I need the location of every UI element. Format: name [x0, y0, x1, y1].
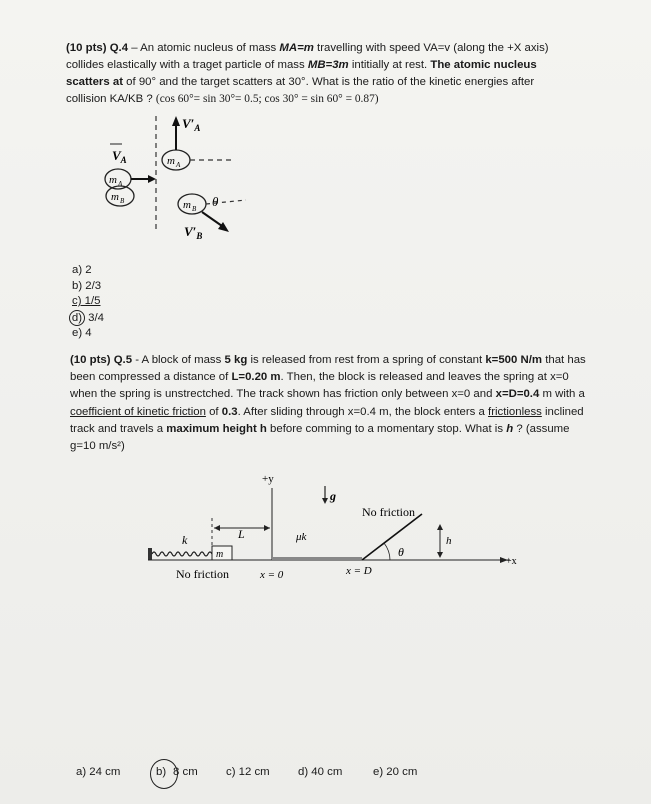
q5-h-label: h [446, 535, 452, 547]
q5-k: k=500 N/m [485, 354, 543, 366]
q4-choice-d-circle: d) [69, 310, 85, 326]
q5-h: h [506, 422, 514, 435]
q5-text-5: m with a [539, 388, 585, 401]
q5-mass: 5 kg [224, 354, 248, 366]
q5-L: L=0.20 m [231, 371, 281, 384]
q4-choice-d-value: 3/4 [88, 311, 105, 324]
q5-g-label: g [330, 489, 336, 503]
q4-vb-prime-label: $V'_B$ [184, 224, 203, 241]
q4-choice-c[interactable]: c) 1/5 [72, 295, 101, 308]
svg-text:B: B [192, 205, 197, 213]
q5-text-7: . After sliding through x=0.4 m, the block enters a [237, 405, 489, 418]
q5-max-h: maximum height h [166, 422, 267, 435]
q5-L-label: L [238, 527, 245, 541]
q5-answer-d[interactable]: d) 40 cm [298, 766, 343, 778]
q4-theta-label: θ [212, 194, 219, 209]
question-5-text [70, 352, 590, 455]
q5-track-diagram [140, 470, 530, 590]
q4-choice-b[interactable]: b) 2/3 [72, 279, 102, 292]
q4-va-prime-label: $V'_A$ [182, 116, 201, 133]
q4-choices [72, 263, 104, 342]
svg-text:m: m [183, 199, 191, 211]
q5-no-friction-top: No friction [362, 505, 415, 519]
q5-text-9: before comming to a momentary stop. What is [266, 422, 507, 435]
q5-k-label: k [182, 533, 188, 547]
svg-text:B: B [120, 197, 125, 205]
q5-mu: 0.3 [221, 405, 238, 418]
q5-xD-label: x = D [346, 565, 372, 577]
q4-text-1: – An atomic nucleus of mass [128, 42, 280, 54]
q5-text-3: that has been compressed a distance of [70, 354, 586, 384]
q5-mu-k-label: μk [296, 531, 307, 543]
q5-wall [148, 548, 152, 560]
q4-mass-a: MA=m [279, 42, 314, 54]
q5-coef-text: coefficient of kinetic friction [70, 405, 206, 418]
q5-answer-c[interactable]: c) 12 cm [226, 766, 270, 778]
q5-answer-a[interactable]: a) 24 cm [76, 766, 121, 778]
q5-x0-label: x = 0 [260, 569, 284, 581]
q4-choice-a[interactable]: a) 2 [72, 264, 92, 276]
q5-text-8: inclined track and travels a [70, 405, 584, 435]
svg-text:m: m [111, 191, 119, 203]
q5-text-1: - A block of mass [132, 354, 225, 366]
q4-choice-d[interactable] [72, 310, 104, 327]
q5-points: (10 pts) [70, 354, 111, 366]
q5-text-2: is released from rest from a spring of constant [247, 354, 486, 366]
q5-text-10: ? (assume g=10 m/s²) [70, 422, 570, 453]
svg-text:m: m [216, 549, 224, 560]
q5-no-friction-bottom: No friction [176, 567, 229, 581]
q5-text-6: of [205, 405, 222, 418]
q5-frictionless: frictionless [488, 405, 542, 418]
q4-collision-diagram [96, 108, 286, 248]
q5-answer-e[interactable]: e) 20 cm [373, 766, 418, 778]
q5-D: x=D=0.4 [495, 388, 540, 401]
q4-vb-prime-arrow [202, 212, 222, 226]
q5-theta-label: θ [398, 545, 404, 559]
svg-text:m: m [109, 174, 117, 186]
q5-friction-region [272, 557, 362, 560]
q5-answer-b-value: 8 cm [173, 766, 198, 778]
q5-plus-x-label: +x [506, 556, 517, 567]
q5-answer-b[interactable]: b) [156, 766, 167, 778]
q4-number: Q.4 [109, 42, 129, 54]
q4-bold-scatter: The atomic nucleus scatters at [66, 59, 537, 88]
q4-choice-e[interactable]: e) 4 [72, 327, 92, 340]
q5-spring [152, 552, 212, 556]
q4-text-3: intitially at rest. [348, 59, 431, 71]
q5-plus-y-label: +y [262, 473, 274, 485]
svg-text:A: A [118, 180, 123, 188]
q4-text-4: of 90° and the target scatters at 30°. What is the ratio of the kinetic energies after collision KA/KB ? [66, 76, 535, 105]
q5-text-4: . Then, the block is released and leaves the spring at x=0 when the spring is unstrectched. The track shown has friction only between x=0 and [70, 371, 569, 401]
q4-hint: (cos 60°= sin 30°= 0.5; cos 30° = sin 60° = 0.87) [155, 93, 379, 105]
q4-text-2: travelling with speed VA=v (along the +X axis) collides elastically with a traget particle of mass [66, 42, 549, 71]
q5-number: Q.5 [113, 354, 133, 366]
svg-text:m: m [167, 155, 175, 167]
q4-va-label: $V_A$ [112, 148, 127, 165]
q4-mass-b: MB=3m [307, 59, 349, 71]
q4-points: (10 pts) [66, 42, 107, 54]
question-4-text [66, 40, 566, 108]
q5-incline [362, 514, 422, 560]
svg-text:A: A [176, 161, 181, 169]
